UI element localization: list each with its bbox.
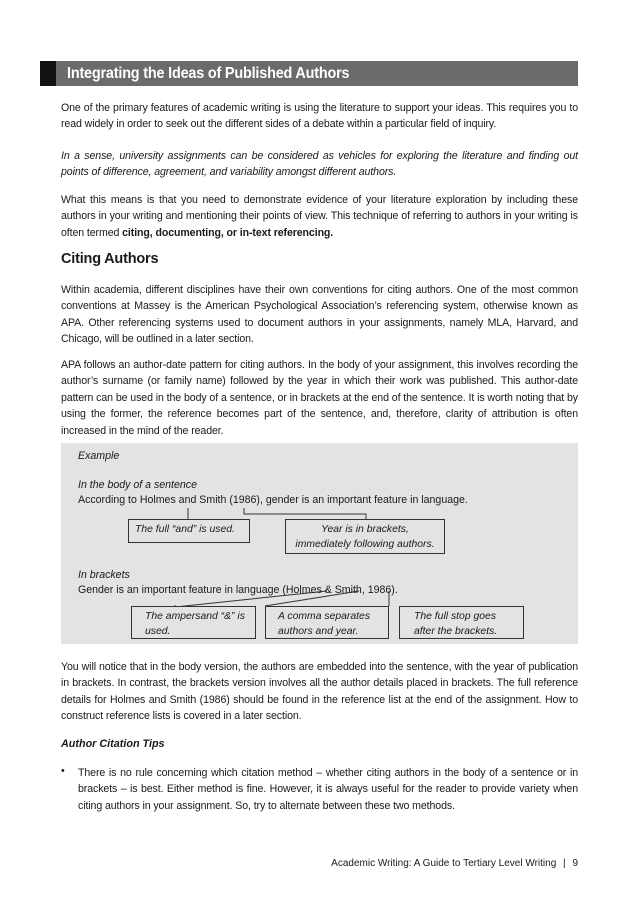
technique-paragraph-text: What this means is that you need to demonstrate evidence of your literature exploration by including these authors in your writing and mentioning their points of view. This technique of referring to authors in your writing is often termed	[61, 194, 578, 239]
citing-paragraph-1: Within academia, different disciplines have their own conventions for citing authors. One of the most common conventions at Massey is the American Psychological Association’s referencing system, otherwise known as APA. Other referencing systems used to document authors in your assignments, namely MLA, Harvard, and Chicago, will be outlined in a later section.	[61, 284, 578, 346]
page-footer	[0, 858, 578, 869]
comparison-paragraph: You will notice that in the body version, the authors are embedded into the sentence, with the year of publication in brackets. In contrast, the brackets version involves all the author details placed in brackets. The full reference details for Holmes and Smith (1986) should be found in the reference list at the end of the assignment. How to construct reference lists is covered in a later section.	[61, 661, 578, 723]
section-title: Integrating the Ideas of Published Authors	[67, 65, 350, 82]
intro-paragraph: One of the primary features of academic writing is using the literature to support your ideas. This requires you to read widely in order to seek out the different sides of a debate within a particular field of inquiry.	[61, 102, 578, 131]
callout-full-stop: The full stop goes after the brackets.	[399, 606, 524, 639]
callout-full-and: The full “and” is used.	[128, 519, 250, 543]
callout-year-brackets: Year is in brackets, immediately following authors.	[285, 519, 445, 554]
example-label: Example	[78, 450, 120, 462]
tip-bullet-1: There is no rule concerning which citation method – whether citing authors in the body of a sentence or in brackets – is best. Either method is fine. However, it is always useful for the reader to provide variety when citing authors in your assignment. So, try to alternate between these two methods.	[78, 767, 578, 812]
callout-ampersand: The ampersand “&” is used.	[131, 606, 256, 639]
body-example-sentence: According to Holmes and Smith (1986), gender is an important feature in language.	[78, 494, 468, 506]
callout-comma: A comma separates authors and year.	[265, 606, 389, 639]
body-example-label: In the body of a sentence	[78, 479, 197, 491]
citing-authors-heading: Citing Authors	[61, 251, 159, 267]
brackets-example-label: In brackets	[78, 569, 130, 581]
footer-separator: |	[563, 858, 566, 869]
citing-paragraph-2: APA follows an author-date pattern for citing authors. In the body of your assignment, this involves recording the author’s surname (or family name) followed by the year in which their work was published. This author-date pattern can be used in the body of a sentence, or in brackets at the end of the sentence. It is worth noting that by using the former, the reference becomes part of the sentence, and, therefore, clarity of attribution is often increased in the mind of the reader.	[61, 359, 578, 437]
bullet-symbol: •	[61, 765, 65, 777]
technique-term: citing, documenting, or in-text referencing.	[122, 226, 334, 239]
footer-title: Academic Writing: A Guide to Tertiary Level Writing	[331, 858, 557, 869]
author-citation-tips-heading: Author Citation Tips	[61, 738, 165, 750]
italic-paragraph-text: In a sense, university assignments can be considered as vehicles for exploring the literature and finding out points of difference, agreement, and variability amongst different authors.	[61, 150, 578, 179]
page-number: 9	[572, 858, 578, 869]
brackets-example-sentence: Gender is an important feature in language (Holmes & Smith, 1986).	[78, 584, 398, 596]
